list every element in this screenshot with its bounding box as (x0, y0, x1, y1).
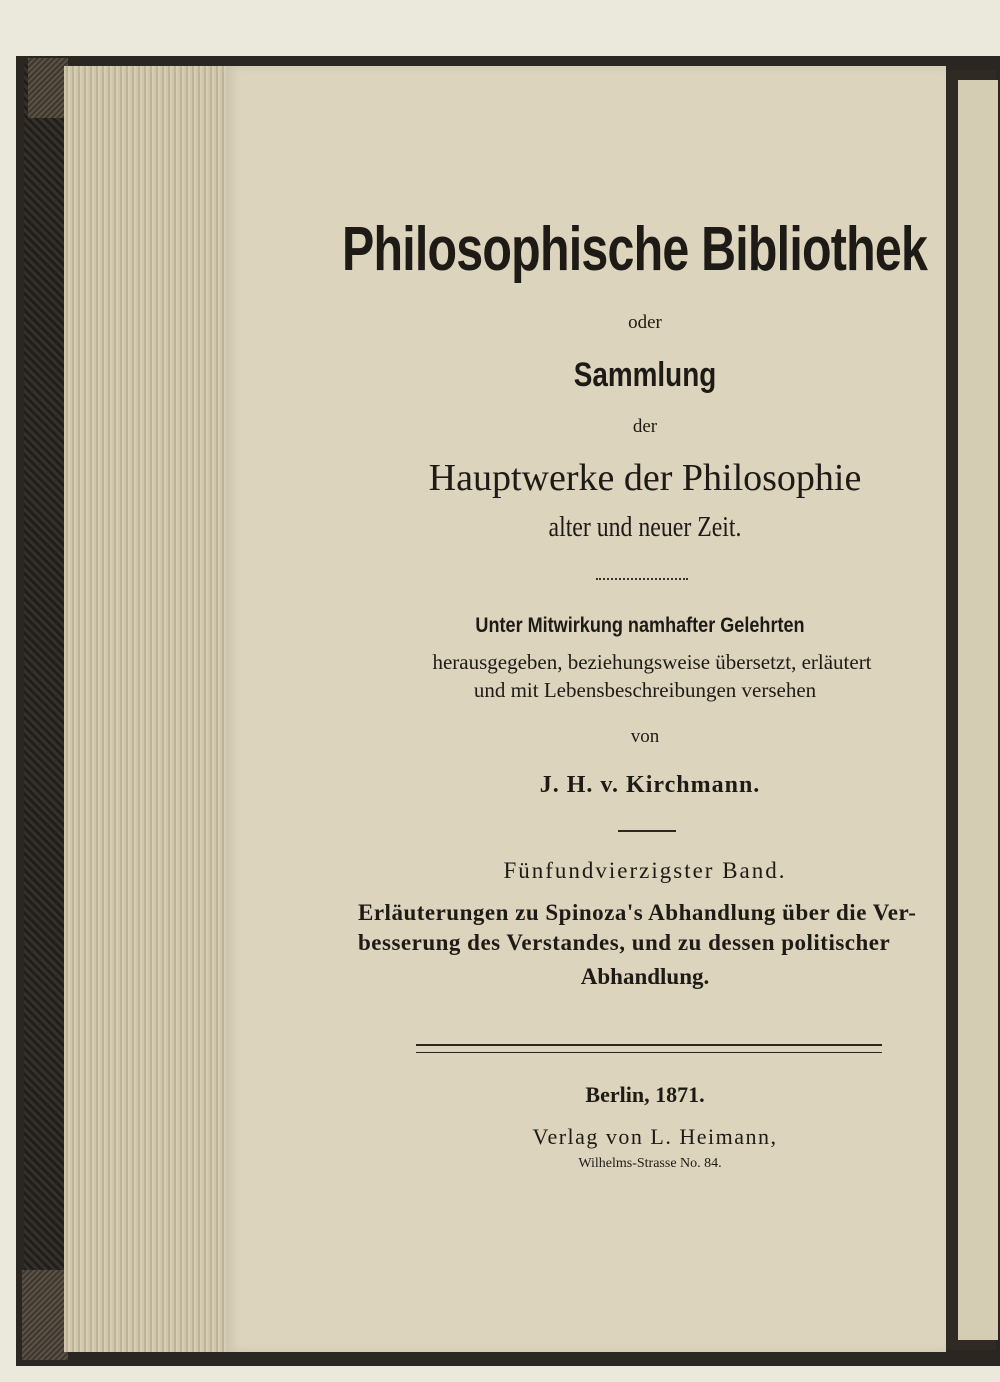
sammlung-text: Sammlung (573, 356, 717, 394)
publisher: Verlag von L. Heimann, (532, 1124, 778, 1149)
cover-corner-bottom (22, 1270, 68, 1360)
oder-text: oder (628, 312, 662, 333)
cover-spine-texture (24, 64, 68, 1360)
lebensbeschreibungen-line: und mit Lebensbeschreibungen versehen (473, 678, 817, 702)
subject-line-3: Abhandlung. (580, 964, 710, 989)
subject-line-2: besserung des Verstandes, und zu dessen politischer (358, 930, 891, 955)
publisher-address: Wilhelms-Strasse No. 84. (578, 1156, 722, 1171)
von-text: von (630, 726, 660, 747)
short-rule (618, 830, 676, 832)
alter-neuer-zeit: alter und neuer Zeit. (548, 512, 742, 543)
series-title: Philosophische Bibliothek (342, 215, 928, 284)
cover-corner-top (28, 58, 68, 118)
der-text: der (632, 416, 658, 437)
editor-name: J. H. v. Kirchmann. (539, 772, 761, 798)
facing-page (958, 80, 998, 1340)
page-edges (64, 66, 230, 1352)
hauptwerke-heading: Hauptwerke der Philosophie (428, 457, 862, 499)
double-rule (416, 1044, 882, 1053)
volume-number: Fünfundvierzigster Band. (503, 858, 787, 883)
subject-line-1: Erläuterungen zu Spinoza's Abhandlung über die Ver- (358, 900, 917, 925)
ornamental-divider (596, 572, 688, 580)
herausgegeben-line: herausgegeben, beziehungsweise übersetzt, erläutert (432, 650, 872, 674)
unter-mitwirkung: Unter Mitwirkung namhafter Gelehrten (475, 614, 805, 637)
place-year: Berlin, 1871. (585, 1082, 705, 1107)
